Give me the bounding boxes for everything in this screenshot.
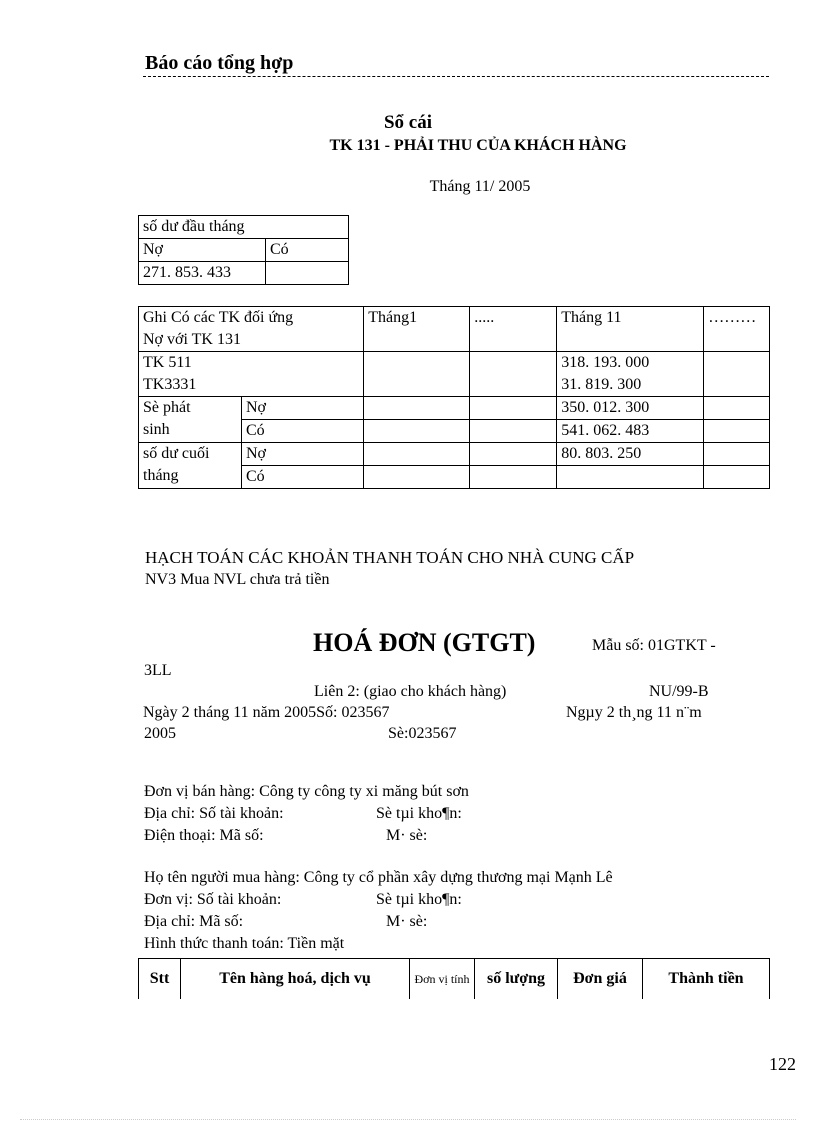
- opening-credit-value: [266, 262, 349, 285]
- ledger-header-dots: .....: [470, 307, 557, 352]
- ledger-arising-debit-value: 350. 012. 300: [557, 397, 704, 420]
- ledger-closing-credit-value: [557, 466, 704, 489]
- opening-debit-label: Nợ: [139, 239, 266, 262]
- invoice-series: NU/99-B: [649, 683, 709, 700]
- ledger-account-labels: [139, 352, 364, 397]
- seller-phone: Điện thoại: Mã số:: [144, 827, 264, 844]
- col-stt: Stt: [139, 959, 181, 1000]
- ledger-header-ellipsis: ………: [704, 307, 770, 352]
- buyer-tax: M· sè:: [386, 913, 428, 930]
- buyer-address: Địa chỉ: Mã số:: [144, 913, 244, 930]
- ledger-period: Tháng 11/ 2005: [429, 178, 531, 195]
- ledger-title: Sổ cái: [383, 112, 433, 133]
- invoice-year: 2005: [144, 725, 176, 742]
- invoice-title: HOÁ ĐƠN (GTGT): [313, 628, 536, 657]
- opening-debit-value: 271. 853. 433: [139, 262, 266, 285]
- ledger-header-month11: Tháng 11: [557, 307, 704, 352]
- ledger-closing-label-line1: số dư cuối: [143, 445, 210, 462]
- ledger-header-accounts: [139, 307, 364, 352]
- ledger-account-values: [557, 352, 704, 397]
- ledger-closing-label-line2: tháng: [143, 467, 179, 484]
- seller-address: Địa chỉ: Số tài khoản:: [144, 805, 284, 822]
- ledger-account-value: 318. 193. 000: [561, 354, 650, 371]
- ledger-account-label: TK3331: [143, 376, 197, 393]
- ledger-closing-credit-label: Có: [242, 466, 364, 489]
- seller-tax: M· sè:: [386, 827, 428, 844]
- buyer-name: Họ tên người mua hàng: Công ty cổ phần xây dựng thương mại Mạnh Lê: [144, 869, 613, 886]
- section-subheading: NV3 Mua NVL chưa trả tiền: [145, 571, 330, 588]
- ledger-closing-label: [139, 443, 242, 489]
- ledger-header-line1: Ghi Có các TK đối ứng: [143, 309, 294, 326]
- ledger-account-value: 31. 819. 300: [561, 376, 642, 393]
- ledger-arising-label-line1: Sè phát: [143, 399, 191, 416]
- seller-name: Đơn vị bán hàng: Công ty công ty xi măng bút sơn: [144, 783, 469, 800]
- ledger-closing-debit-value: 80. 803. 250: [557, 443, 704, 466]
- ledger-closing-debit-label: Nợ: [242, 443, 364, 466]
- opening-balance-title: số dư đầu tháng: [139, 216, 349, 239]
- opening-credit-label: Có: [266, 239, 349, 262]
- page-bottom-divider: [20, 1119, 796, 1120]
- invoice-copy: Liên 2: (giao cho khách hàng): [314, 683, 507, 700]
- col-amount: Thành tiền: [643, 959, 770, 1000]
- invoice-form-number-cont: 3LL: [144, 662, 172, 679]
- invoice-date-line: Ngày 2 tháng 11 năm 2005Số: 023567: [143, 704, 390, 721]
- ledger-header-line2: Nợ với TK 131: [143, 331, 241, 348]
- buyer-unit: Đơn vị: Số tài khoản:: [144, 891, 282, 908]
- ledger-account-label: TK 511: [143, 354, 192, 371]
- report-header-title: Báo cáo tổng hợp: [145, 52, 294, 74]
- page-number: 122: [769, 1054, 796, 1074]
- ledger-subtitle: TK 131 - PHẢI THU CỦA KHÁCH HÀNG: [329, 137, 627, 154]
- ledger-arising-label-line2: sinh: [143, 421, 170, 438]
- ledger-arising-credit-value: 541. 062. 483: [557, 420, 704, 443]
- opening-balance-table: [138, 215, 349, 285]
- ledger-arising-credit-label: Có: [242, 420, 364, 443]
- col-quantity: số lượng: [475, 959, 558, 1000]
- ledger-table: [138, 306, 770, 489]
- ledger-header-month1: Tháng1: [364, 307, 470, 352]
- invoice-date-garbled: Ngµy 2 th¸ng 11 n¨m: [566, 704, 702, 721]
- section-heading: HẠCH TOÁN CÁC KHOẢN THANH TOÁN CHO NHÀ CUNG CẤP: [145, 548, 635, 567]
- ledger-arising-debit-label: Nợ: [242, 397, 364, 420]
- invoice-form-number: Mẫu số: 01GTKT -: [592, 637, 716, 654]
- col-unit-price: Đơn giá: [558, 959, 643, 1000]
- invoice-items-table: [138, 958, 770, 999]
- col-unit: Đơn vị tính: [410, 959, 475, 1000]
- buyer-account: Sè tµi kho¶n:: [376, 891, 462, 908]
- invoice-number-garbled: Sè:023567: [388, 725, 457, 742]
- seller-account: Sè tµi kho¶n:: [376, 805, 462, 822]
- payment-method: Hình thức thanh toán: Tiền mặt: [144, 935, 345, 952]
- header-divider: [143, 76, 769, 77]
- col-item-name: Tên hàng hoá, dịch vụ: [181, 959, 410, 1000]
- ledger-arising-label: [139, 397, 242, 443]
